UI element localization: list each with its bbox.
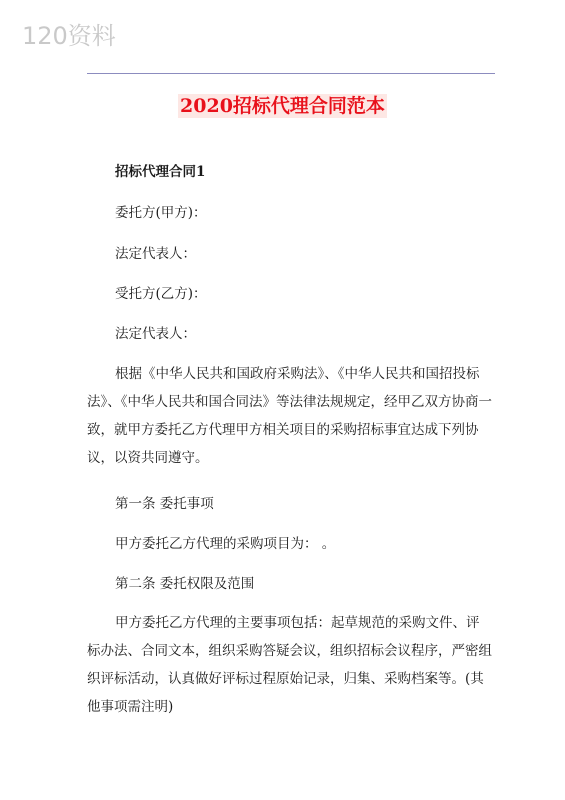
- section-heading: 招标代理合同1: [115, 164, 206, 180]
- principal-representative-field: 法定代表人：: [115, 246, 196, 262]
- principal-field: 委托方(甲方)：: [115, 205, 207, 221]
- article-1-heading: 第一条 委托事项: [115, 496, 214, 512]
- document-title-text: 2020招标代理合同范本: [180, 95, 385, 117]
- article-2-heading: 第二条 委托权限及范围: [115, 576, 255, 592]
- article-1-body: 甲方委托乙方代理的采购项目为： 。: [115, 536, 336, 552]
- watermark: 120资料: [22, 22, 116, 50]
- agent-representative-field: 法定代表人：: [115, 326, 196, 342]
- intro-paragraph: 根据《中华人民共和国政府采购法》、《中华人民共和国招投标法》、《中华人民共和国合同法》等法律法规规定，经甲乙双方协商一致，就甲方委托乙方代理甲方相关项目的采购招标事宜达成下列协议，以资共同遵守。: [87, 366, 492, 466]
- document-title: [0, 94, 565, 118]
- article-2-body: 甲方委托乙方代理的主要事项包括：起草规范的采购文件、评标办法、合同文本，组织采购答疑会议，组织招标会议程序，严密组织评标活动，认真做好评标过程原始记录，归集、采购档案等。(其他事项需注明): [87, 615, 492, 715]
- header-rule: [87, 73, 495, 74]
- agent-field: 受托方(乙方)：: [115, 286, 207, 302]
